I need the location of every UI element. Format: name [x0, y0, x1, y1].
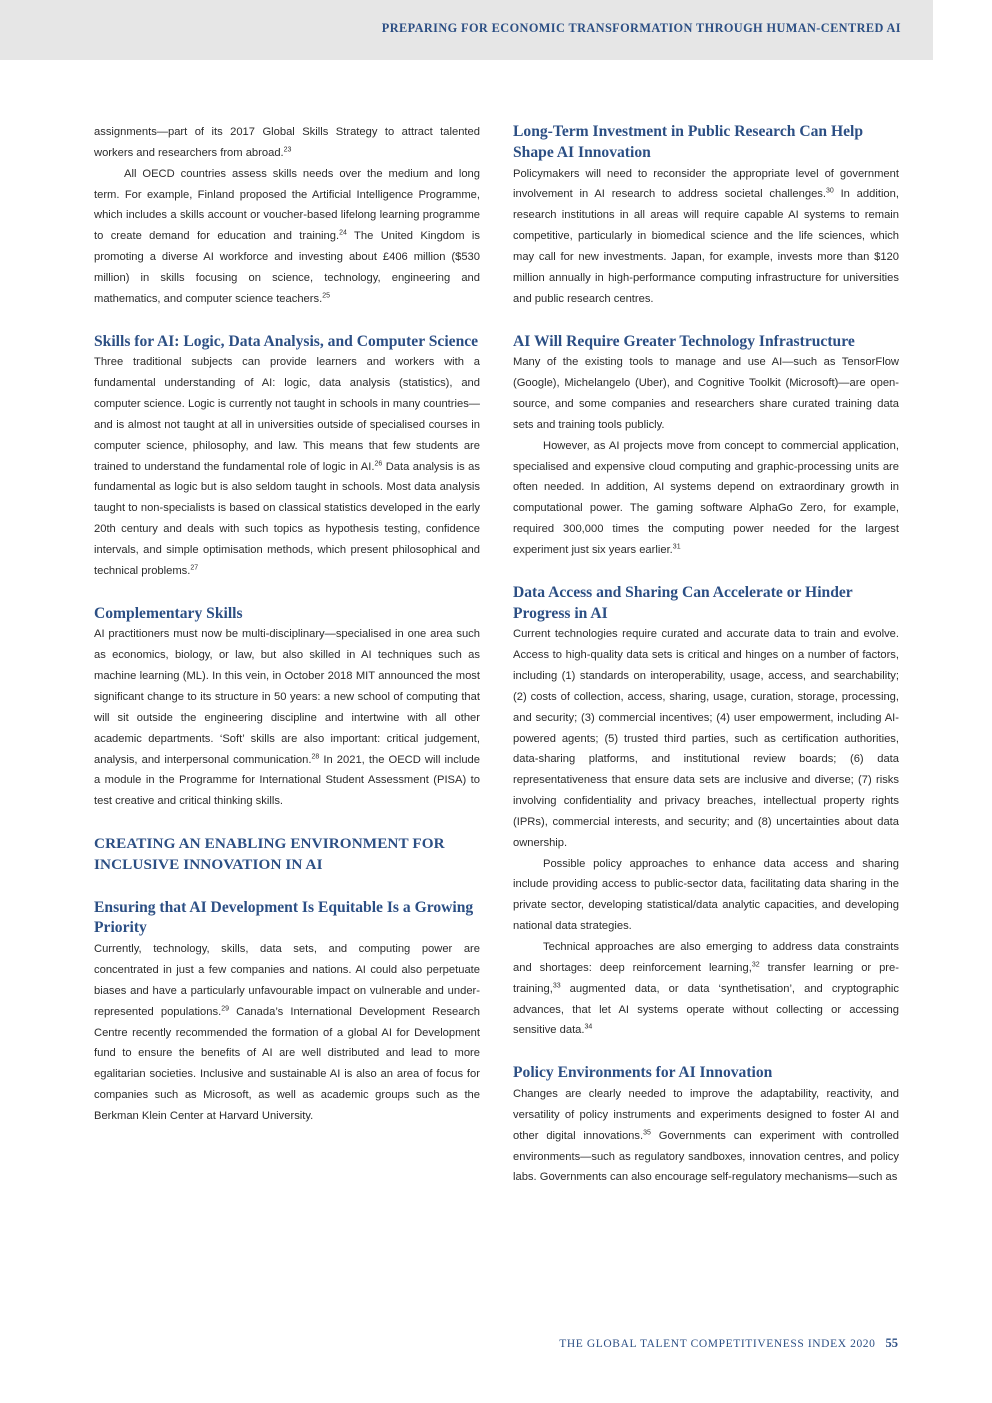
- paragraph: Many of the existing tools to manage and use AI—such as TensorFlow (Google), Michelangelo (Uber), and Cognitive Toolkit (Microsoft)—are open-source, and some companies and researchers share curated training data sets and training tools publicly.: [513, 356, 899, 431]
- paragraph: Three traditional subjects can provide learners and workers with a fundamental understanding of AI: logic, data analysis (statistics), and computer science. Logic is currently not taught in schools in many countries—and is almost not taught at all in universities outside of specialised courses in computer science, philosophy, and law. This means that few students are trained to understand the fundamental role of logic in AI.$^{26}$ Data analysis is as fundamental as logic but is also seldom taught in schools. Most data analysis taught to non-specialists is based on classical statistics developed in the early 20th century and deals with such topics as hypothesis testing, confidence intervals, and simple optimisation methods, which present philosophical and technical problems.$^{27}$: [94, 356, 480, 577]
- paragraph: Possible policy approaches to enhance data access and sharing include providing access to public-sector data, facilitating data sharing in the private sector, developing statistical/data analytic capacities, and developing national data strategies.: [513, 857, 899, 933]
- section-heading-technology-infrastructure: AI Will Require Greater Technology Infrastructure: [513, 332, 855, 350]
- running-header-band: [0, 0, 933, 60]
- running-footer: [559, 1336, 898, 1351]
- left-column: [94, 122, 480, 1127]
- footnote-ref[interactable]: 33: [552, 981, 561, 989]
- section-heading-skills-for-ai: Skills for AI: Logic, Data Analysis, and Computer Science: [94, 332, 479, 350]
- footer-publication-title: THE GLOBAL TALENT COMPETITIVENESS INDEX 2020: [559, 1338, 876, 1350]
- section-heading-data-access: Data Access and Sharing Can Accelerate or Hinder Progress in AI: [513, 583, 853, 622]
- footnote-ref[interactable]: 24: [339, 229, 347, 237]
- footnote-ref[interactable]: 31: [672, 543, 681, 551]
- paragraph: AI practitioners must now be multi-disciplinary—specialised in one area such as economics, biology, or law, but also skilled in AI techniques such as machine learning (ML). In this vein, in October 2018 MIT announced the most significant change to its structure in 50 years: a new school of computing that will sit outside the engineering discipline and intertwine with all other academic departments. ‘Soft’ skills are also important: critical judgement, analysis, and interpersonal communication.$^{28}$ In 2021, the OECD will include a module in the Programme for International Student Assessment (PISA) to test creative and critical thinking skills.: [94, 628, 480, 808]
- footnote-ref[interactable]: 30: [826, 187, 834, 195]
- footnote-ref[interactable]: 26: [374, 459, 383, 467]
- footnote-ref[interactable]: 27: [190, 564, 199, 572]
- footnote-ref[interactable]: 25: [322, 292, 331, 300]
- paragraph: Currently, technology, skills, data sets, and computing power are concentrated in just a few companies and nations. AI could also perpetuate biases and have a particularly unfavourable impact on vulnerable and under-represented populations.$^{29}$ Canada’s International Development Research Centre recently recommended the formation of a global AI for Development fund to ensure the benefits of AI are well distributed and lead to more egalitarian societies. Inclusive and sustainable AI is also an area of focus for companies such as Microsoft, as well as academic groups such as the Berkman Klein Center at Harvard University.: [94, 943, 480, 1122]
- footnote-ref[interactable]: 34: [584, 1023, 593, 1031]
- section-heading-equitable-ai: Ensuring that AI Development Is Equitable Is a Growing Priority: [94, 898, 474, 937]
- paragraph: All OECD countries assess skills needs over the medium and long term. For example, Finland proposed the Artificial Intelligence Programme, which includes a skills account or voucher-based lifelong learning programme to create demand for education and training.$^{24}$ The United Kingdom is promoting a diverse AI workforce and investing about £406 million ($530 million) in skills focusing on science, technology, engineering and mathematics, and computer science teachers.$^{25}$: [94, 167, 480, 305]
- footnote-ref[interactable]: 32: [751, 961, 760, 969]
- running-header-title: PREPARING FOR ECONOMIC TRANSFORMATION THROUGH HUMAN-CENTRED AI: [381, 21, 901, 35]
- section-heading-complementary-skills: Complementary Skills: [94, 604, 243, 622]
- paragraph: Changes are clearly needed to improve the adaptability, reactivity, and versatility of policy instruments and experiments designed to foster AI and other digital innovations.$^{35}$ Governments can experiment with controlled environments—such as regulatory sandboxes, innovation centres, and policy labs. Governments can also encourage self-regulatory mechanisms—such as: [513, 1088, 899, 1184]
- paragraph: Technical approaches are also emerging to address data constraints and shortages: deep reinforcement learning,$^{32}$ transfer learning or pre-training,$^{33}$ augmented data, or data ‘synthetisation’, and cryptographic advances, that let AI systems operate without collecting or accessing sensitive data.$^{34}$: [513, 940, 899, 1037]
- paragraph: Current technologies require curated and accurate data to train and evolve. Access to high-quality data sets is critical and hinges on a number of factors, including (1) standards on interoperability, usage, access, and searchability; (2) costs of collection, access, sharing, usage, curation, storage, processing, and security; (3) commercial incentives; (4) user empowerment, including AI-powered agents; (5) trusted third parties, such as certification authorities, data-sharing platforms, and institutional review boards; (6) data representativeness that ensure data sets are inclusive and diverse; (7) risks involving confidentiality and privacy breaches, intellectual property rights (IPRs), commercial interests, and security; and (8) uncertainties about data ownership.: [513, 628, 899, 849]
- paragraph: assignments—part of its 2017 Global Skills Strategy to attract talented workers and researchers from abroad.$^{23}$: [94, 126, 480, 159]
- page-number: 55: [885, 1336, 898, 1350]
- right-column: [513, 122, 899, 1188]
- footnote-ref[interactable]: 29: [221, 1005, 229, 1013]
- section-heading-policy-environments: Policy Environments for AI Innovation: [513, 1064, 773, 1082]
- paragraph: Policymakers will need to reconsider the appropriate level of government involvement in AI research to address societal challenges.$^{30}$ In addition, research institutions in all areas will require capable AI systems to remain competitive, particularly in biomedical science and the life sciences, which may call for new investments. Japan, for example, invests more than $120 million annually in high-performance computing infrastructure for universities and public research centres.: [513, 167, 899, 305]
- footnote-ref[interactable]: 23: [283, 146, 292, 154]
- footnote-ref[interactable]: 35: [643, 1128, 651, 1136]
- section-heading-creating-environment: CREATING AN ENABLING ENVIRONMENT FOR INCLUSIVE INNOVATION IN AI: [94, 835, 445, 873]
- footnote-ref[interactable]: 28: [311, 752, 320, 760]
- paragraph: However, as AI projects move from concept to commercial application, specialised and expensive cloud computing and graphic-processing units are often needed. In addition, AI systems depend on extraordinary growth in computational power. The gaming software AlphaGo Zero, for example, required 300,000 times the computing power needed for the largest experiment just six years earlier.$^{31}$: [513, 439, 899, 556]
- section-heading-long-term-investment: Long-Term Investment in Public Research Can Help Shape AI Innovation: [513, 123, 863, 161]
